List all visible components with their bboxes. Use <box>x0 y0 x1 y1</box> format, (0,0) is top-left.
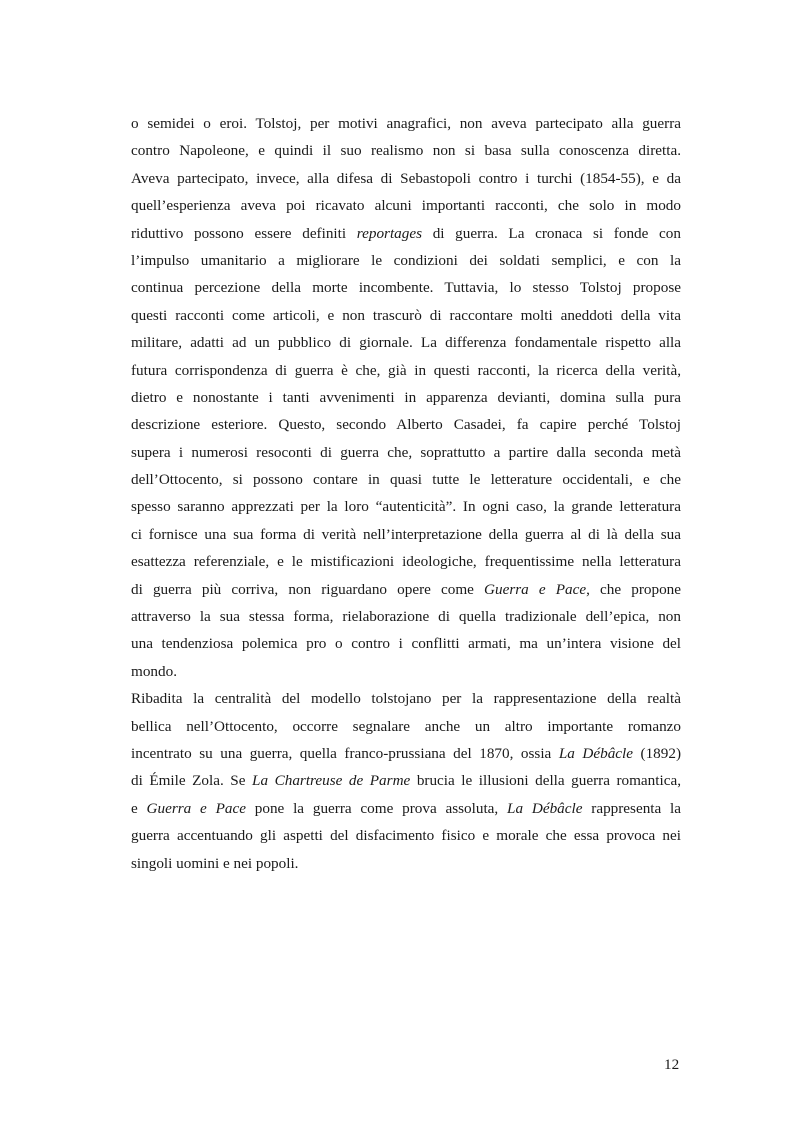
text-line: Ribadita la centralità del modello tolstojano per la rappresentazione della realtà <box>131 690 681 708</box>
text-run: di guerra. La cronaca si fonde con <box>422 224 681 242</box>
text-line: l’impulso umanitario a migliorare le condizioni dei soldati semplici, e con la <box>131 251 681 269</box>
text-line: una tendenziosa polemica pro o contro i conflitti armati, ma un’intera visione del <box>131 635 681 653</box>
text-run: incentrato su una guerra, quella franco-prussiana del 1870, ossia <box>131 744 559 762</box>
text-run: riduttivo possono essere definiti <box>131 224 357 242</box>
text-run: , che propone <box>586 580 682 598</box>
text-line: descrizione esteriore. Questo, secondo Alberto Casadei, fa capire perché Tolstoj <box>131 416 681 434</box>
text-line <box>131 767 681 794</box>
italic-title: La Débâcle <box>507 799 583 817</box>
italic-term: reportages <box>356 224 423 242</box>
text-line: dietro e nonostante i tanti avvenimenti in apparenza devianti, domina sulla pura <box>131 388 681 406</box>
italic-title: Guerra e Pace <box>484 580 587 598</box>
text-run: di Émile Zola. Se <box>131 772 253 790</box>
text-line: esattezza referenziale, e le mistificazioni ideologiche, frequentissime nella letteratura <box>131 553 681 571</box>
text-line: militare, adatti ad un pubblico di giornale. La differenza fondamentale rispetto alla <box>131 334 681 352</box>
text-line: singoli uomini e nei popoli. <box>131 854 299 872</box>
text-run: rappresenta la <box>582 799 682 817</box>
paragraph-2 <box>131 685 681 877</box>
text-line: mondo. <box>131 662 177 680</box>
text-line <box>131 740 681 767</box>
text-line <box>131 576 681 603</box>
page-number: 12 <box>664 1056 680 1073</box>
text-run: di guerra più corriva, non riguardano opere come <box>131 580 485 598</box>
text-line: o semidei o eroi. Tolstoj, per motivi anagrafici, non aveva partecipato alla guerra <box>131 115 681 132</box>
body-text <box>131 110 681 877</box>
text-line: ci fornisce una sua forma di verità nell’interpretazione della guerra al di là della sua <box>131 525 681 543</box>
text-run: e <box>131 799 147 817</box>
text-run: (1892) <box>633 744 682 762</box>
text-line: Aveva partecipato, invece, alla difesa di Sebastopoli contro i turchi (1854-55), e da <box>131 169 681 187</box>
text-line: quell’esperienza aveva poi ricavato alcuni importanti racconti, che solo in modo <box>131 197 681 215</box>
text-line: supera i numerosi resoconti di guerra che, soprattutto a partire dalla seconda metà <box>131 443 681 461</box>
text-line: continua percezione della morte incombente. Tuttavia, lo stesso Tolstoj propose <box>131 279 681 297</box>
text-line: contro Napoleone, e quindi il suo realismo non si basa sulla conoscenza diretta. <box>131 142 681 160</box>
text-run: brucia le illusioni della guerra romantica, <box>410 772 681 790</box>
text-line <box>131 220 681 247</box>
italic-title: La Débâcle <box>558 744 633 762</box>
text-line: dell’Ottocento, si possono contare in quasi tutte le letterature occidentali, e che <box>131 471 681 489</box>
text-line: spesso saranno apprezzati per la loro “autenticità”. In ogni caso, la grande letteratura <box>131 498 681 516</box>
italic-title: Guerra e Pace <box>146 799 246 817</box>
text-line <box>131 795 681 822</box>
italic-title: La Chartreuse de Parme <box>252 772 411 790</box>
text-run: pone la guerra come prova assoluta, <box>245 799 508 817</box>
text-line: bellica nell’Ottocento, occorre segnalare anche un altro importante romanzo <box>131 717 681 735</box>
text-line: attraverso la sua stessa forma, rielaborazione di quella tradizionale dell’epica, non <box>131 608 681 626</box>
paragraph-1 <box>131 110 681 685</box>
text-line: futura corrispondenza di guerra è che, già in questi racconti, la ricerca della verità, <box>131 361 681 379</box>
text-line: guerra accentuando gli aspetti del disfacimento fisico e morale che essa provoca nei <box>131 827 681 845</box>
text-line: questi racconti come articoli, e non trascurò di raccontare molti aneddoti della vita <box>131 306 681 324</box>
